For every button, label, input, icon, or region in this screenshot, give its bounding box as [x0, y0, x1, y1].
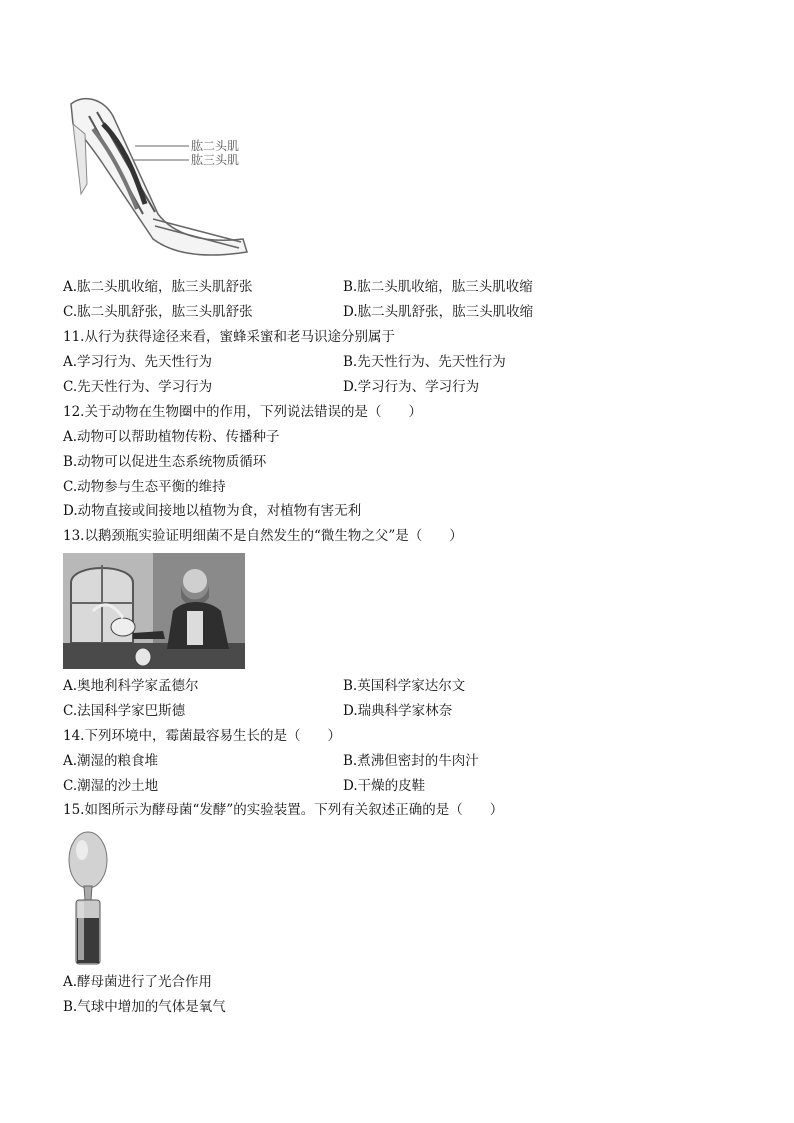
q10-option-c: C.肱二头肌舒张，肱三头肌舒张 [63, 304, 253, 320]
q11-option-a: A.学习行为、先天性行为 [63, 354, 213, 370]
q14-stem: 14.下列环境中，霉菌最容易生长的是（ ） [63, 728, 341, 744]
pasteur-photo [63, 553, 245, 669]
q12-option-d: D.动物直接或间接地以植物为食，对植物有害无利 [63, 503, 362, 519]
q12-option-a: A.动物可以帮助植物传粉、传播种子 [63, 429, 280, 445]
q11-option-c: C.先天性行为、学习行为 [63, 379, 213, 395]
q13-option-b: B.英国科学家达尔文 [343, 678, 466, 694]
q15-option-b: B.气球中增加的气体是氧气 [63, 999, 226, 1015]
biceps-label: 肱二头肌 [191, 139, 240, 153]
q14-option-a: A.潮湿的粮食堆 [63, 753, 159, 769]
q13-option-d: D.瑞典科学家林奈 [343, 703, 453, 719]
q14-option-c: C.潮湿的沙土地 [63, 778, 159, 794]
q11-option-b: B.先天性行为、先天性行为 [343, 354, 506, 370]
q12-option-b: B.动物可以促进生态系统物质循环 [63, 454, 267, 470]
q13-option-a: A.奥地利科学家孟德尔 [63, 678, 199, 694]
arm-muscle-figure [63, 94, 253, 266]
q12-stem: 12.关于动物在生物圈中的作用，下列说法错误的是（ ） [63, 404, 422, 420]
fermentation-apparatus-figure [63, 826, 113, 968]
q11-stem: 11.从行为获得途径来看，蜜蜂采蜜和老马识途分别属于 [63, 329, 395, 345]
q10-option-a: A.肱二头肌收缩，肱三头肌舒张 [63, 279, 253, 295]
q12-option-c: C.动物参与生态平衡的维持 [63, 479, 226, 495]
q10-option-d: D.肱二头肌舒张，肱三头肌收缩 [343, 304, 534, 320]
q15-option-a: A.酵母菌进行了光合作用 [63, 974, 213, 990]
q11-option-d: D.学习行为、学习行为 [343, 379, 480, 395]
q14-option-b: B.煮沸但密封的牛肉汁 [343, 753, 479, 769]
q13-option-c: C.法国科学家巴斯德 [63, 703, 186, 719]
q14-option-d: D.干燥的皮鞋 [343, 778, 426, 794]
triceps-label: 肱三头肌 [191, 153, 240, 167]
q10-option-b: B.肱二头肌收缩，肱三头肌收缩 [343, 279, 533, 295]
q13-stem: 13.以鹅颈瓶实验证明细菌不是自然发生的“微生物之父”是（ ） [63, 528, 463, 544]
q15-stem: 15.如图所示为酵母菌“发酵”的实验装置。下列有关叙述正确的是（ ） [63, 802, 504, 818]
